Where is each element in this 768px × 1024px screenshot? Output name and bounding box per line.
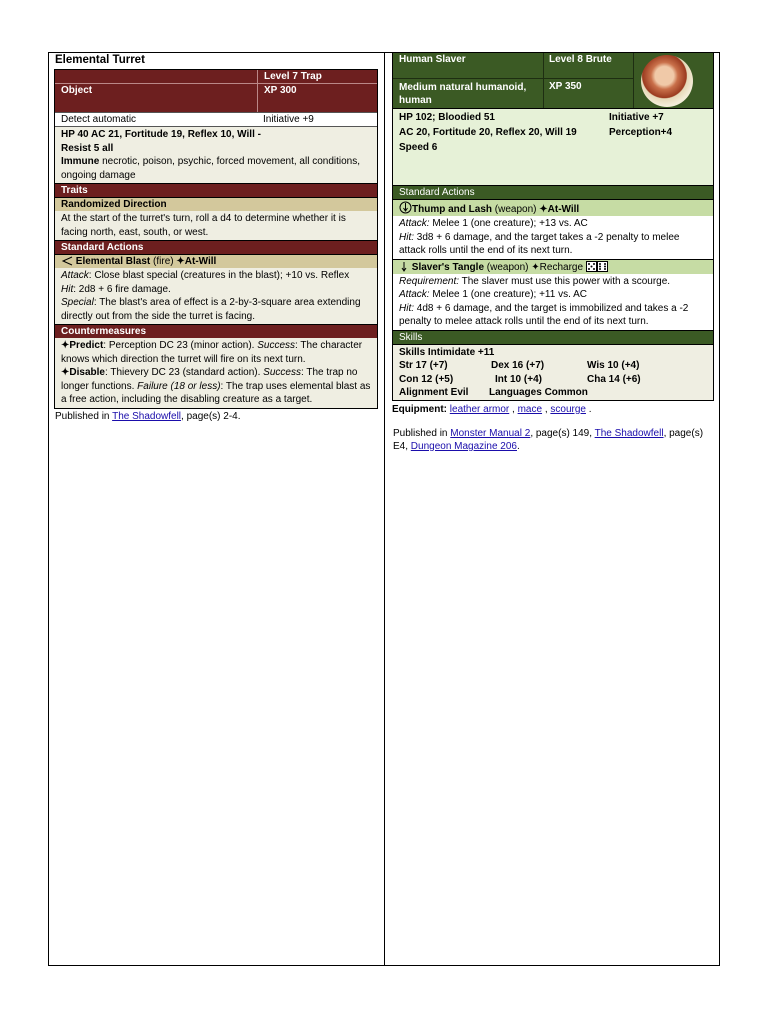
scourge-link[interactable]: scourge bbox=[550, 403, 586, 415]
power-thump-and-lash: Thump and Lash (weapon) ✦At-Will bbox=[393, 199, 713, 216]
power-slavers-tangle: Slaver's Tangle (weapon) ✦Recharge bbox=[393, 259, 713, 274]
dex-stat: Dex 16 (+7) bbox=[491, 360, 545, 371]
hp-line: HP 102; Bloodied 51 bbox=[399, 112, 495, 123]
dice-five-icon bbox=[586, 261, 597, 272]
monster-title: Human Slaver bbox=[399, 54, 466, 65]
perception-label: Perception+4 bbox=[609, 127, 673, 138]
defense-block bbox=[55, 126, 377, 183]
human-slaver-statblock bbox=[392, 52, 714, 454]
immune-line: Immune necrotic, poison, psychic, forced movement, all conditions, ongoing damage bbox=[61, 156, 361, 181]
power-elemental-blast: Elemental Blast (fire) ✦At-Will bbox=[55, 254, 377, 268]
mace-link[interactable]: mace bbox=[517, 403, 543, 415]
melee-basic-icon bbox=[399, 201, 412, 214]
initiative-label: Initiative +9 bbox=[263, 114, 314, 125]
elemental-turret-statblock bbox=[54, 53, 378, 424]
melee-icon bbox=[399, 261, 409, 272]
standard-actions-header: Standard Actions bbox=[393, 185, 713, 199]
trait-text: At the start of the turret's turn, roll a d4 to determine whether it is facing north, east, south, or west. bbox=[55, 211, 377, 240]
dungeon-magazine-link[interactable]: Dungeon Magazine 206 bbox=[410, 440, 517, 452]
level-label: Level 7 Trap bbox=[257, 70, 377, 84]
published-in: Published in The Shadowfell, page(s) 2-4. bbox=[55, 410, 241, 422]
wis-stat: Wis 10 (+4) bbox=[587, 360, 640, 371]
role-label: Object bbox=[61, 85, 93, 96]
trait-name: Randomized Direction bbox=[55, 197, 377, 211]
header-block bbox=[55, 70, 377, 112]
xp-label: XP 300 bbox=[257, 84, 377, 112]
int-stat: Int 10 (+4) bbox=[495, 373, 542, 385]
defense-line: AC 20, Fortitude 20, Reflex 20, Will 19 bbox=[399, 127, 577, 138]
standard-actions-header: Standard Actions bbox=[55, 240, 377, 254]
speed-line: Speed 6 bbox=[399, 142, 438, 153]
languages: Languages Common bbox=[489, 387, 588, 398]
monster-title: Elemental Turret bbox=[55, 54, 145, 66]
leather-armor-link[interactable]: leather armor bbox=[449, 403, 510, 415]
statblock-card bbox=[392, 52, 714, 401]
published-in: Published in Monster Manual 2, page(s) 149, The Shadowfell, page(s) E4, Dungeon Magazine 206. bbox=[393, 427, 704, 452]
predict-line: ✦Predict: Perception DC 23 (minor action). Success: The character knows which direction the turret will fire on its next turn. bbox=[61, 340, 363, 365]
power-body: Requirement: The slaver must use this power with a scourge. Attack: Melee 1 (one creature); +11 vs. AC Hit: 4d8 + 6 damage, and the target is immobilized and takes a -2 penalty to melee attack rolls until the end of its next turn. bbox=[393, 274, 713, 330]
equipment-line: Equipment: leather armor , mace , scourge . bbox=[392, 403, 592, 415]
power-body: Attack: Melee 1 (one creature); +13 vs. AC Hit: 3d8 + 6 damage, and the target takes a -2 penalty to melee attack rolls until the end of its next turn. bbox=[393, 216, 713, 259]
power-body bbox=[55, 268, 377, 324]
statblock-card bbox=[54, 69, 378, 409]
shadowfell-link[interactable]: The Shadowfell bbox=[112, 410, 182, 422]
con-stat: Con 12 (+5) bbox=[399, 373, 454, 385]
type-label: Medium natural humanoid, human bbox=[399, 82, 527, 106]
hit-line: Hit: 2d8 + 6 fire damage. bbox=[61, 283, 171, 295]
detect-label: Detect automatic bbox=[61, 114, 137, 125]
shadowfell-link[interactable]: The Shadowfell bbox=[594, 427, 664, 439]
skills-line: Skills Intimidate +11 bbox=[399, 346, 495, 358]
str-stat: Str 17 (+7) bbox=[399, 360, 448, 371]
countermeasures-body bbox=[55, 338, 377, 408]
special-line: Special: The blast's area of effect is a 2-by-3-square area extending directly out from the side the turret is facing. bbox=[61, 297, 361, 322]
xp-label: XP 350 bbox=[549, 81, 582, 92]
level-label: Level 8 Brute bbox=[549, 54, 612, 65]
alignment: Alignment Evil bbox=[399, 387, 469, 398]
disable-line: ✦Disable: Thievery DC 23 (standard action). Success: The trap no longer functions. Failure (18 or less): The trap uses elemental blast as a free action, including the disabling creature as a target. bbox=[61, 367, 371, 405]
header-block bbox=[393, 53, 713, 108]
resist-line: Resist 5 all bbox=[61, 142, 114, 154]
monster-manual-2-link[interactable]: Monster Manual 2 bbox=[450, 427, 531, 439]
countermeasures-header: Countermeasures bbox=[55, 324, 377, 338]
cha-stat: Cha 14 (+6) bbox=[587, 373, 641, 385]
attack-line: Attack: Close blast special (creatures in the blast); +10 vs. Reflex bbox=[61, 270, 350, 281]
skills-block bbox=[393, 344, 713, 400]
column-divider bbox=[384, 52, 385, 966]
portrait-image bbox=[641, 55, 693, 107]
skills-header: Skills bbox=[393, 330, 713, 344]
dice-six-icon bbox=[597, 261, 608, 272]
initiative-label: Initiative +7 bbox=[609, 112, 664, 123]
hp-line: HP 40 AC 21, Fortitude 19, Reflex 10, Will - bbox=[61, 129, 261, 140]
close-blast-icon bbox=[61, 256, 73, 266]
traits-header: Traits bbox=[55, 183, 377, 197]
stats-block bbox=[393, 108, 713, 185]
